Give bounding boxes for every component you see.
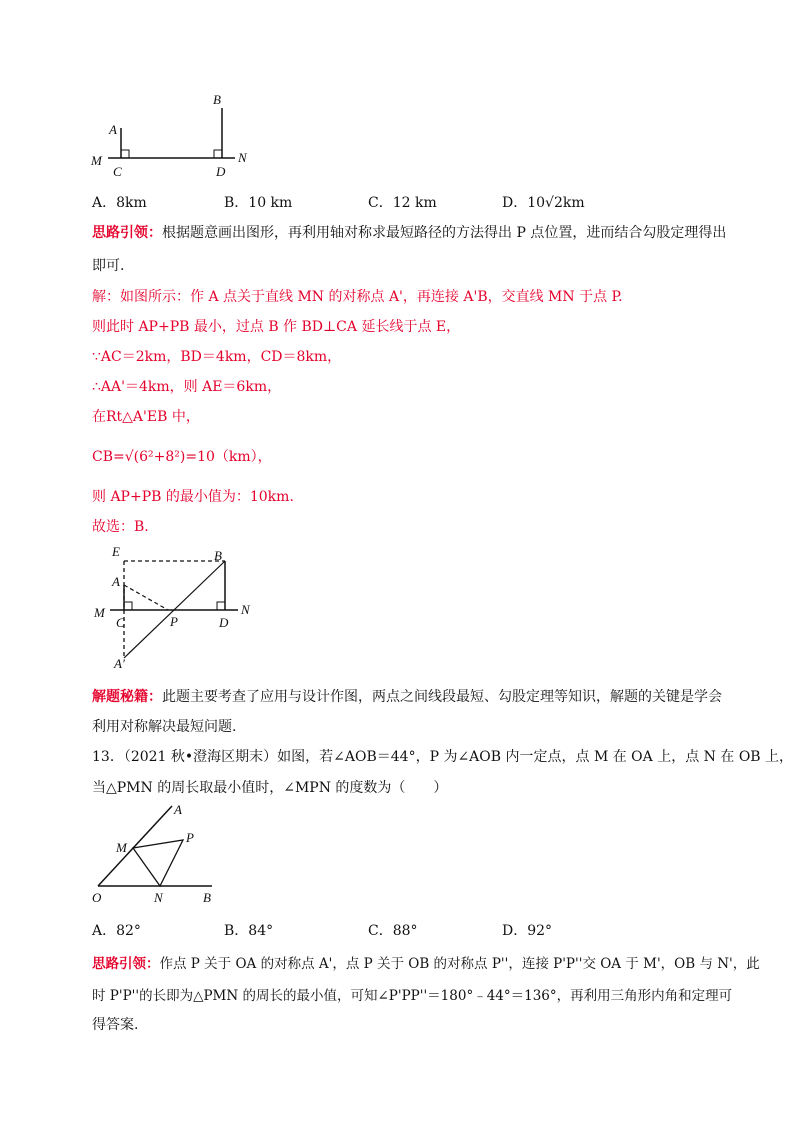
solution-line: 则此时 AP+PB 最小，过点 B 作 BD⊥CA 延长线于点 E， [92, 319, 461, 335]
q13-hint-cont: 时 P'P''的长即为△PMN 的周长的最小值，可知∠P'PP''＝180°﹣44°＝136°，再利用三角形内角和定理可 [92, 988, 733, 1004]
q12-secret-cont: 利用对称解决最短问题. [92, 719, 237, 735]
option-d[interactable]: D．10√2km [502, 195, 585, 211]
hint-text: 作点 P 关于 OA 的对称点 A'，点 P 关于 OB 的对称点 P''，连接 P'P''交 OA 于 M'，OB 与 N'，此 [159, 956, 760, 972]
label-b: B [214, 548, 222, 563]
right-angle-c [124, 602, 132, 610]
label-n: N [238, 150, 247, 165]
q12-hint [92, 222, 726, 242]
label-a: A [109, 122, 117, 137]
right-angle-d [217, 602, 225, 610]
option-a[interactable]: A．8km [92, 195, 147, 211]
solution-line: 解：如图所示：作 A 点关于直线 MN 的对称点 A'，再连接 A'B，交直线 MN 于点 P. [92, 289, 623, 305]
label-b: B [203, 890, 211, 905]
label-a: A [112, 574, 120, 589]
solution-line: 在Rt△A'EB 中， [92, 409, 200, 425]
triangle-pmn [133, 840, 183, 886]
label-a: A [174, 802, 182, 817]
label-a-prime: A' [114, 656, 125, 670]
q13-hint-cont: 得答案. [92, 1017, 139, 1033]
right-angle-d [214, 150, 222, 158]
q13-hint [92, 952, 760, 972]
label-m: M [91, 153, 102, 168]
q13-stem-cont: 当△PMN 的周长取最小值时，∠MPN 的度数为（ ） [92, 780, 448, 796]
solution-line: ∵AC＝2km，BD＝4km，CD＝8km， [92, 349, 342, 365]
option-a[interactable]: A．82° [92, 923, 141, 939]
label-p: P [170, 614, 178, 629]
solution-line: 故选：B. [92, 519, 149, 535]
label-p: P [186, 830, 194, 845]
figure-q12-solution [88, 540, 268, 670]
label-o: O [92, 890, 102, 905]
q12-secret [92, 686, 722, 706]
label-b: B [213, 92, 221, 107]
solution-line: 则 AP+PB 的最小值为：10km. [92, 489, 294, 505]
secret-label: 解题秘籍： [92, 689, 162, 705]
label-d: D [216, 164, 226, 179]
option-b[interactable]: B．10 km [224, 195, 293, 211]
label-n: N [241, 602, 250, 617]
option-d[interactable]: D．92° [502, 923, 553, 939]
right-angle-c [121, 150, 129, 158]
label-e: E [112, 544, 120, 559]
option-c[interactable]: C．12 km [368, 195, 437, 211]
option-c[interactable]: C．88° [368, 923, 418, 939]
figure-q12-problem [85, 88, 255, 183]
option-b[interactable]: B．84° [224, 923, 274, 939]
label-d: D [219, 615, 229, 630]
q13-options [92, 920, 732, 940]
q12-options [92, 192, 732, 212]
hint-label: 思路引领： [92, 956, 160, 972]
label-c: C [113, 164, 122, 179]
segment-ap-dashed [124, 585, 168, 610]
q13-stem: 13．（2021 秋•澄海区期末）如图，若∠AOB＝44°，P 为∠AOB 内一定点，点 M 在 OA 上，点 N 在 OB 上， [92, 749, 794, 765]
q12-hint-cont: 即可. [92, 258, 125, 274]
label-c: C [116, 615, 125, 630]
hint-text: 根据题意画出图形，再利用轴对称求最短路径的方法得出 P 点位置，进而结合勾股定理得出 [162, 225, 727, 241]
label-m: M [94, 605, 105, 620]
hint-label: 思路引领： [92, 225, 162, 241]
label-n: N [154, 890, 163, 905]
figure-q13 [88, 800, 228, 910]
secret-text: 此题主要考查了应用与设计作图，两点之间线段最短、勾股定理等知识，解题的关键是学会 [162, 689, 722, 705]
solution-line: ∴AA'＝4km，则 AE＝6km， [92, 379, 282, 395]
ray-oa [98, 806, 172, 886]
label-m: M [116, 840, 127, 855]
solution-line: CB=√(6²+8²)=10（km）， [92, 449, 272, 465]
